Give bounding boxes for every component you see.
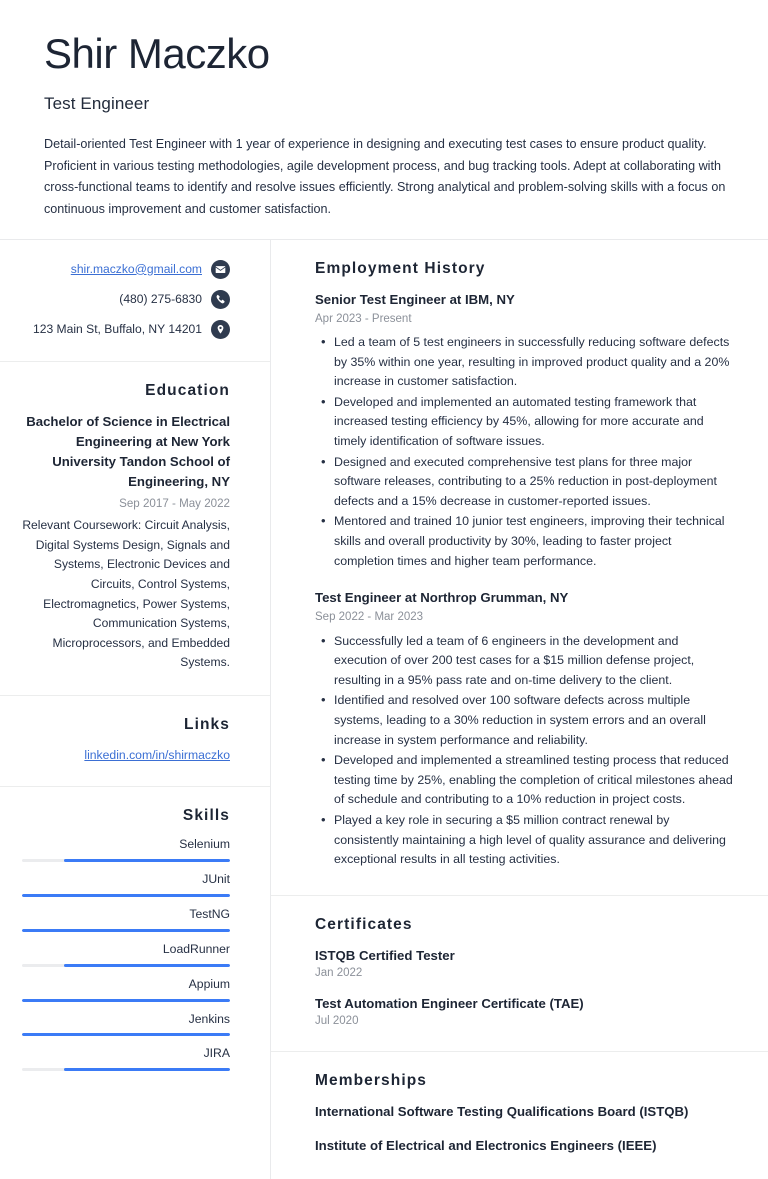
bullet-item: • Mentored and trained 10 junior test engineers, improving their technical skills and overall productivity by 30%, leading to faster project completion times and higher team performance. [334, 512, 734, 571]
education-heading: Education [145, 381, 230, 399]
employment-history-heading: Employment History [315, 259, 486, 277]
skill-item [22, 942, 230, 967]
resume-header [0, 0, 768, 240]
certificates-heading: Certificates [315, 915, 413, 933]
links-heading: Links [184, 715, 230, 733]
skill-item [22, 907, 230, 932]
email-value[interactable]: shir.maczko@gmail.com [70, 261, 202, 276]
skill-level-fill [22, 1033, 230, 1036]
bullet-item: • Designed and executed comprehensive test plans for three major software releases, contributing to a 25% reduction in post-deployment defects and a 15% decrease in customer-reported issues. [334, 453, 734, 512]
skills-section [0, 787, 270, 1093]
skill-level-track [22, 1033, 230, 1036]
membership-title: International Software Testing Qualifications Board (ISTQB) [315, 1103, 689, 1119]
map-pin-icon [211, 320, 230, 339]
skill-item [22, 1012, 230, 1037]
contact-row-email[interactable] [22, 260, 230, 279]
certificate-title: Test Automation Engineer Certificate (TAE) [315, 995, 584, 1011]
professional-summary: Detail-oriented Test Engineer with 1 year of experience in designing and executing test cases to ensure product quality. Proficient in various testing methodologies, agile development process, and bug tracking tools. Adept at collaborating with cross-functional teams to identify and resolve issues efficiently. Strong analytical and problem-solving skills with a focus on continuous improvement and customer satisfaction. [44, 137, 726, 216]
skill-label: TestNG [189, 906, 230, 921]
sidebar [0, 240, 271, 1179]
skill-level-fill [64, 964, 230, 967]
skill-level-track [22, 929, 230, 932]
bullet-item: • Identified and resolved over 100 software defects across multiple systems, leading to a 30% reduction in system errors and an overall increase in system performance and reliability. [334, 691, 734, 750]
phone-value: (480) 275-6830 [119, 291, 202, 306]
skill-level-fill [22, 999, 230, 1002]
memberships-heading: Memberships [315, 1071, 428, 1089]
employment-title: Test Engineer at Northrop Grumman, NY [315, 590, 569, 606]
employment-bullets [315, 333, 734, 571]
skills-heading: Skills [182, 807, 230, 825]
main-column [271, 240, 768, 1179]
bullet-item: • Developed and implemented an automated testing framework that increased testing efficiency by 45%, allowing for more accurate and timely identification of software issues. [334, 393, 734, 452]
membership-entry [315, 1136, 734, 1155]
employment-entry [315, 588, 734, 870]
skill-item [22, 872, 230, 897]
skill-label: Jenkins [188, 1011, 230, 1026]
certificate-entry [315, 994, 734, 1027]
skill-level-track [22, 894, 230, 897]
bullet-item: • Developed and implemented a streamlined testing process that reduced testing time by 25%, enabling the completion of critical milestones ahead of schedule and contributing to a 10% reduction in project costs. [334, 751, 734, 810]
employment-title: Senior Test Engineer at IBM, NY [315, 291, 515, 307]
skill-level-fill [64, 1068, 230, 1071]
employment-bullets [315, 632, 734, 870]
skill-label: Appium [188, 976, 230, 991]
bullet-item: • Successfully led a team of 6 engineers in the development and execution of over 200 test cases for a $15 million defense project, resulting in a 95% pass rate and on-time delivery to the client. [334, 632, 734, 691]
phone-icon [211, 290, 230, 309]
employment-entry [315, 290, 734, 572]
memberships-section [271, 1052, 768, 1179]
skill-level-fill [64, 859, 230, 862]
skill-label: Selenium [179, 837, 230, 852]
skill-level-fill [22, 929, 230, 932]
skill-level-fill [22, 894, 230, 897]
skill-item [22, 1046, 230, 1071]
membership-title: Institute of Electrical and Electronics Engineers (IEEE) [315, 1138, 657, 1154]
job-title: Test Engineer [44, 94, 150, 114]
skill-item [22, 977, 230, 1002]
bullet-item: • Played a key role in securing a $5 million contract renewal by consistently maintaining a high level of quality assurance and delivering exceptional results in all testing activities. [334, 811, 734, 870]
page-title: Shir Maczko [44, 30, 270, 77]
education-degree: Bachelor of Science in Electrical Engineering at New York University Tandon School of Engineering, NY [26, 413, 230, 489]
employment-dates: Sep 2022 - Mar 2023 [315, 611, 424, 624]
skill-level-track [22, 964, 230, 967]
certificate-date: Jan 2022 [315, 966, 363, 979]
certificate-title: ISTQB Certified Tester [315, 947, 455, 963]
skill-level-track [22, 859, 230, 862]
address-value: 123 Main St, Buffalo, NY 14201 [33, 321, 202, 336]
resume-body [0, 240, 768, 1179]
membership-entry [315, 1102, 734, 1121]
certificate-date: Jul 2020 [315, 1014, 359, 1027]
certificates-section [271, 896, 768, 1052]
contact-row-address [22, 320, 230, 339]
certificate-entry [315, 946, 734, 979]
skill-level-track [22, 1068, 230, 1071]
education-dates: Sep 2017 - May 2022 [119, 496, 230, 510]
skill-level-track [22, 999, 230, 1002]
employment-history-section [271, 240, 768, 896]
skill-label: JIRA [203, 1046, 230, 1061]
education-section [0, 362, 270, 696]
skill-item [22, 837, 230, 862]
bullet-item: • Led a team of 5 test engineers in successfully reducing software defects by 35% within one year, resulting in improved product quality and a 20% increase in customer satisfaction. [334, 333, 734, 392]
skill-label: JUnit [202, 872, 230, 887]
employment-dates: Apr 2023 - Present [315, 312, 412, 325]
envelope-icon [211, 260, 230, 279]
link-item-linkedin[interactable]: linkedin.com/in/shirmaczko [84, 747, 230, 762]
contact-row-phone[interactable] [22, 290, 230, 309]
links-section [0, 696, 270, 787]
contact-details-section [0, 240, 270, 362]
education-description: Relevant Coursework: Circuit Analysis, Digital Systems Design, Signals and Systems, Electronic Devices and Circuits, Control Systems, Electromagnetics, Power Systems, Communication Systems, Microprocessors, and Embedded Systems. [22, 518, 230, 670]
skill-label: LoadRunner [162, 941, 230, 956]
